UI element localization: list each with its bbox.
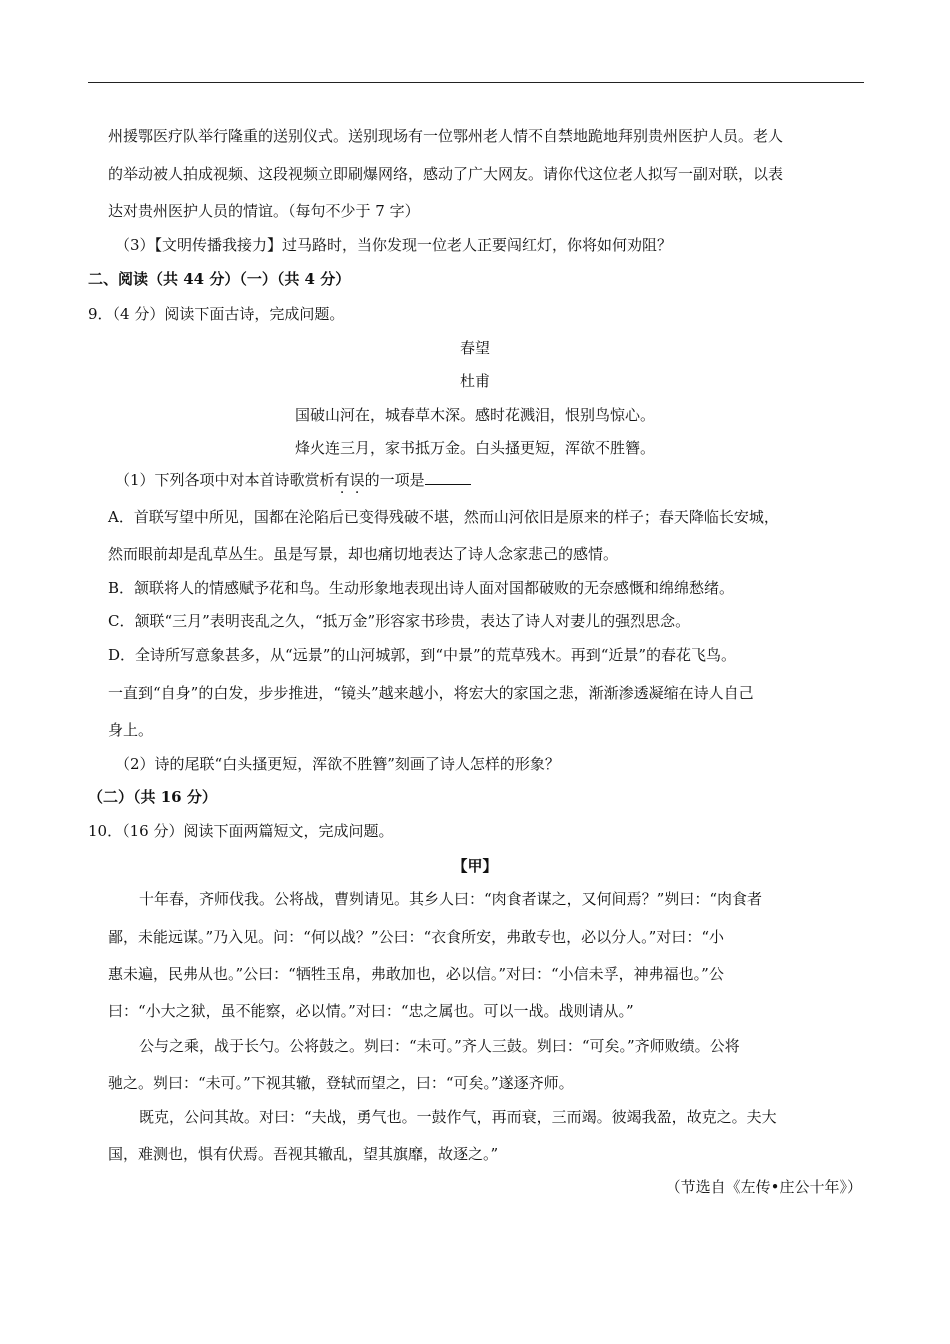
source-citation: （节选自《左传•庄公十年》） (665, 1178, 862, 1196)
passage-line: 鄙，未能远谋。”乃入见。问：“何以战？”公曰：“衣食所安，弗敢专也，必以分人。”对曰：“小 (108, 928, 725, 946)
question-9-1 (115, 470, 471, 490)
emphasis-char: 误 (349, 471, 365, 489)
question-9-3: （3）【文明传播我接力】过马路时，当你发现一位老人正要闯红灯，你将如何劝阻？ (115, 236, 673, 254)
option-d-cont: 一直到“自身”的白发，步步推进，“镜头”越来越小，将宏大的家国之悲，渐渐渗透凝缩在诗人自己 (108, 684, 754, 702)
emphasis-char: 有 (334, 471, 350, 489)
option-c: C．颔联“三月”表明丧乱之久，“抵万金”形容家书珍贵，表达了诗人对妻儿的强烈思念。 (108, 612, 691, 630)
passage-line: 公与之乘，战于长勺。公将鼓之。刿曰：“未可。”齐人三鼓。刿曰：“可矣。”齐师败绩。公将 (139, 1037, 740, 1055)
poem-author: 杜甫 (459, 372, 490, 390)
option-d: D．全诗所写意象甚多，从“远景”的山河城郭，到“中景”的荒草残木。再到“近景”的春花飞鸟。 (108, 646, 737, 664)
question-text: （1）下列各项中对本首诗歌赏析 (115, 471, 335, 489)
poem-line: 烽火连三月，家书抵万金。白头搔更短，浑欲不胜簪。 (294, 439, 655, 457)
option-b: B．颔联将人的情感赋予花和鸟。生动形象地表现出诗人面对国都破败的无奈感慨和绵绵愁绪。 (108, 579, 735, 597)
header-rule (88, 82, 864, 83)
passage-line: 惠未遍，民弗从也。”公曰：“牺牲玉帛，弗敢加也，必以信。”对曰：“小信未孚，神弗福也。”公 (108, 965, 724, 983)
passage-line: 曰：“小大之狱，虽不能察，必以情。”对曰：“忠之属也。可以一战。战则请从。” (108, 1002, 634, 1020)
text-line: 州援鄂医疗队举行隆重的送别仪式。送别现场有一位鄂州老人情不自禁地跪地拜别贵州医护人员。老人 (108, 127, 784, 145)
option-a: A．首联写望中所见，国都在沦陷后已变得残破不堪，然而山河依旧是原来的样子；春天降临长安城， (108, 508, 779, 526)
passage-line: 驰之。刿曰：“未可。”下视其辙，登轼而望之，曰：“可矣。”遂逐齐师。 (108, 1074, 574, 1092)
passage-line: 国，难测也，惧有伏焉。吾视其辙乱，望其旗靡，故逐之。” (108, 1145, 499, 1163)
passage-line: 既克，公问其故。对曰：“夫战，勇气也。一鼓作气，再而衰，三而竭。彼竭我盈，故克之。夫大 (139, 1108, 777, 1126)
passage-line: 十年春，齐师伐我。公将战，曹刿请见。其乡人曰：“肉食者谋之，又何间焉？”刿曰：“肉食者 (139, 890, 763, 908)
section-heading: 二、阅读（共 44 分）（一）（共 4 分） (88, 270, 351, 288)
text-line: 的举动被人拍成视频、这段视频立即刷爆网络，感动了广大网友。请你代这位老人拟写一副对联，以表 (108, 165, 784, 183)
answer-blank[interactable] (425, 470, 471, 485)
poem-title: 春望 (459, 339, 490, 357)
question-10: 10．（16 分）阅读下面两篇短文，完成问题。 (88, 822, 394, 840)
option-a-cont: 然而眼前却是乱草丛生。虽是写景，却也痛切地表达了诗人念家悲己的感情。 (108, 545, 619, 563)
option-d-cont: 身上。 (108, 721, 154, 739)
section-heading: （二）（共 16 分） (88, 788, 217, 806)
text-line: 达对贵州医护人员的情谊。（每句不少于 7 字） (108, 202, 420, 220)
passage-label: 【甲】 (452, 857, 498, 875)
question-9: 9．（4 分）阅读下面古诗，完成问题。 (88, 305, 345, 323)
question-text: 的一项是 (364, 471, 425, 489)
poem-line: 国破山河在，城春草木深。感时花溅泪，恨别鸟惊心。 (294, 406, 655, 424)
question-9-2: （2）诗的尾联“白头搔更短，浑欲不胜簪”刻画了诗人怎样的形象？ (115, 755, 560, 773)
